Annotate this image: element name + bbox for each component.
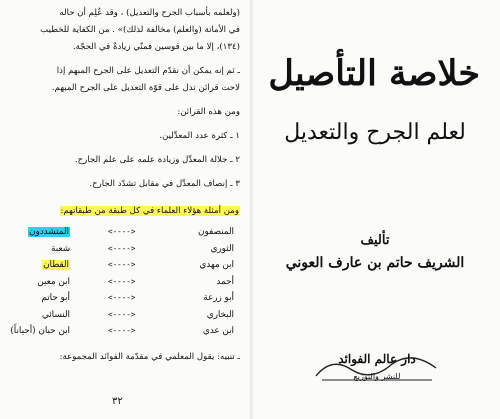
- paragraph-line: ومن هذه القرائن:: [177, 107, 240, 117]
- right-page: [252, 0, 500, 419]
- table-row: [12, 259, 240, 276]
- table-cell-right: أحمد: [216, 276, 234, 287]
- arrow-cell: <---->: [108, 243, 136, 253]
- paragraph-line: في الأمانة (والعلم) مخالفة لذلك)» . من الكفاية للخطيب: [40, 25, 240, 35]
- table-cell-left: النسائي: [41, 309, 70, 320]
- narrators-table: [12, 226, 240, 342]
- paragraph-line: ـ ثم إنه يمكن أن نقدّم التعديل على الجرح المبهم إذا: [56, 66, 240, 76]
- arrow-cell: <---->: [108, 227, 136, 236]
- table-cell-right: الثوري: [210, 243, 234, 254]
- list-item: ٢ ـ جلالة المعدِّل وزيادة علمه على علم الجارح.: [74, 155, 240, 165]
- table-cell-right: ابن عدي: [202, 326, 234, 336]
- table-cell-left: القطان: [43, 260, 69, 270]
- highlighted-heading-text: ومن أمثلة هؤلاء العلماء في كل طبقة من طبقاتهم:: [60, 206, 239, 216]
- table-cell-right: أبو زرعة: [203, 293, 234, 303]
- arrow-cell: <---->: [108, 276, 136, 286]
- note-line: ـ تنبيه: يقول المعلمي في مقدّمة الفوائد المجموعة:: [59, 352, 240, 362]
- book-title: خلاصة التأصيل: [268, 53, 480, 94]
- table-row: [12, 325, 240, 342]
- book-subtitle: لعلم الجرح والتعديل: [284, 120, 466, 145]
- arrow-cell: <---->: [108, 293, 136, 302]
- table-cell-left: شعبة: [51, 243, 70, 254]
- author-label: تأليف: [360, 233, 390, 248]
- paragraph-line: (ولعلمه بأسباب الجرح والتعديل) ، وقد عُلِم أن حاله: [59, 8, 240, 18]
- publisher-logo: [312, 346, 442, 386]
- author-name: الشريف حاتم بن عارف العوني: [285, 255, 465, 271]
- arrow-cell: <---->: [108, 309, 136, 319]
- table-cell-right: المنصفون: [198, 227, 234, 237]
- table-cell-left: المتشددون: [29, 227, 69, 237]
- table-row: [12, 309, 240, 326]
- table-cell-left: ابن معين: [37, 276, 70, 287]
- table-row: [12, 243, 240, 260]
- publisher-tagline: للنشر والتوزيع: [353, 372, 401, 381]
- paragraph-line: لاحت قرائن تدل على قوّة التعديل على الجرح المبهم.: [51, 83, 240, 93]
- highlighted-heading: [12, 205, 240, 218]
- table-cell-right: البخاري: [206, 309, 234, 320]
- table-row: [12, 276, 240, 293]
- table-row: [12, 292, 240, 309]
- table-cell-left: ابن حبان (أحياناً): [10, 326, 70, 336]
- table-cell-left: أبو حاتم: [41, 293, 70, 303]
- page-number: ٣٢: [112, 396, 123, 407]
- table-row: [12, 226, 240, 243]
- publisher-name: دار عالم الفوائد: [338, 352, 416, 366]
- list-item: ٣ ـ إنصاف المعدِّل في مقابل تشدّد الجارح.: [89, 179, 240, 189]
- paragraph-line: (١٣٤)، إلا ما بين قوسين فمنّي زيادةٌ في الحجّة.: [72, 42, 240, 52]
- table-cell-right: ابن مهدي: [199, 260, 234, 270]
- list-item: ١ ـ كثرة عدد المعدِّلين.: [159, 131, 240, 141]
- arrow-cell: <---->: [108, 326, 136, 335]
- arrow-cell: <---->: [108, 260, 136, 269]
